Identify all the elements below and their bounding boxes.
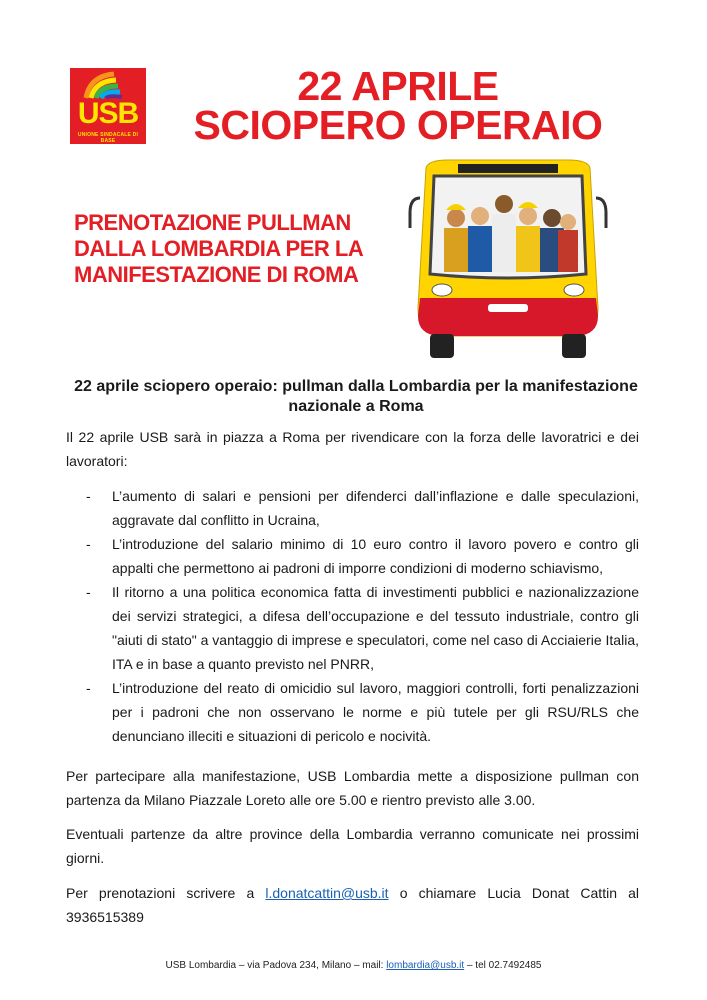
logo-subtitle: UNIONE SINDACALE DI BASE — [77, 132, 139, 144]
footer-phone: – tel 02.7492485 — [464, 960, 542, 971]
booking-text-end: o chiamare Lucia Donat Cattin al 3936515389 — [66, 885, 640, 925]
headline-date: 22 APRILE — [297, 63, 499, 109]
subheadline-2: DALLA LOMBARDIA PER LA — [74, 236, 364, 261]
booking-paragraph — [66, 881, 639, 929]
subheadline-1: PRENOTAZIONE PULLMAN — [74, 210, 351, 235]
footer-email-link[interactable]: lombardia@usb.it — [386, 960, 465, 971]
subheadline-3: MANIFESTAZIONE DI ROMA — [74, 262, 359, 287]
list-dash: - — [86, 680, 91, 696]
list-dash: - — [86, 584, 91, 600]
other-departures-paragraph: Eventuali partenze da altre province della Lombardia verranno comunicate nei prossimi giorni. — [66, 826, 639, 866]
article-title: 22 aprile sciopero operaio: pullman dalla Lombardia per la manifestazione nazionale a Roma — [74, 378, 638, 415]
list-item-text: L’introduzione del salario minimo di 10 euro contro il lavoro povero e contro gli appalti che permettono ai padroni di imporre condizioni di moderno schiavismo, — [112, 536, 639, 576]
list-item-text: L’introduzione del reato di omicidio sul lavoro, maggiori controlli, forti penalizzazioni per i padroni che non osservano le norme e più tutele per gli RSU/RLS che denunciano illeciti e situazioni di pericolo e nocività. — [112, 680, 639, 744]
list-item-text: Il ritorno a una politica economica fatta di investimenti pubblici e nazionalizzazione dei servizi strategici, a difesa dell’occupazione e del tessuto industriale, contro gli "aiuti di stato" a vantaggio di imprese e speculatori, come nel caso di Acciaierie Italia, ITA e in base a quanto previsto nel PNRR, — [112, 584, 639, 672]
list-dash: - — [86, 536, 91, 552]
booking-text-start: Per prenotazioni scrivere a — [66, 885, 266, 901]
bus-illustration — [408, 158, 608, 362]
bus-info-paragraph: Per partecipare alla manifestazione, USB Lombardia mette a disposizione pullman con partenza da Milano Piazzale Loreto alle ore 5.00 e rientro previsto alle 3.00. — [66, 768, 639, 808]
footer — [0, 960, 707, 971]
list-item — [66, 580, 639, 676]
footer-address: USB Lombardia – via Padova 234, Milano – mail: — [165, 960, 387, 971]
list-item — [66, 676, 639, 748]
booking-email-link[interactable]: l.donatcattin@usb.it — [265, 885, 389, 901]
usb-logo — [70, 68, 146, 144]
list-dash: - — [86, 488, 91, 504]
list-item — [66, 484, 639, 532]
logo-text: USB — [77, 97, 139, 130]
list-item-text: L’aumento di salari e pensioni per difenderci dall’inflazione e dalle speculazioni, aggravate dal conflitto in Ucraina, — [112, 488, 639, 528]
headline-strike: SCIOPERO OPERAIO — [193, 102, 603, 148]
demands-list — [66, 484, 639, 748]
intro-paragraph: Il 22 aprile USB sarà in piazza a Roma per rivendicare con la forza delle lavoratrici e dei lavoratori: — [66, 429, 639, 469]
list-item — [66, 532, 639, 580]
